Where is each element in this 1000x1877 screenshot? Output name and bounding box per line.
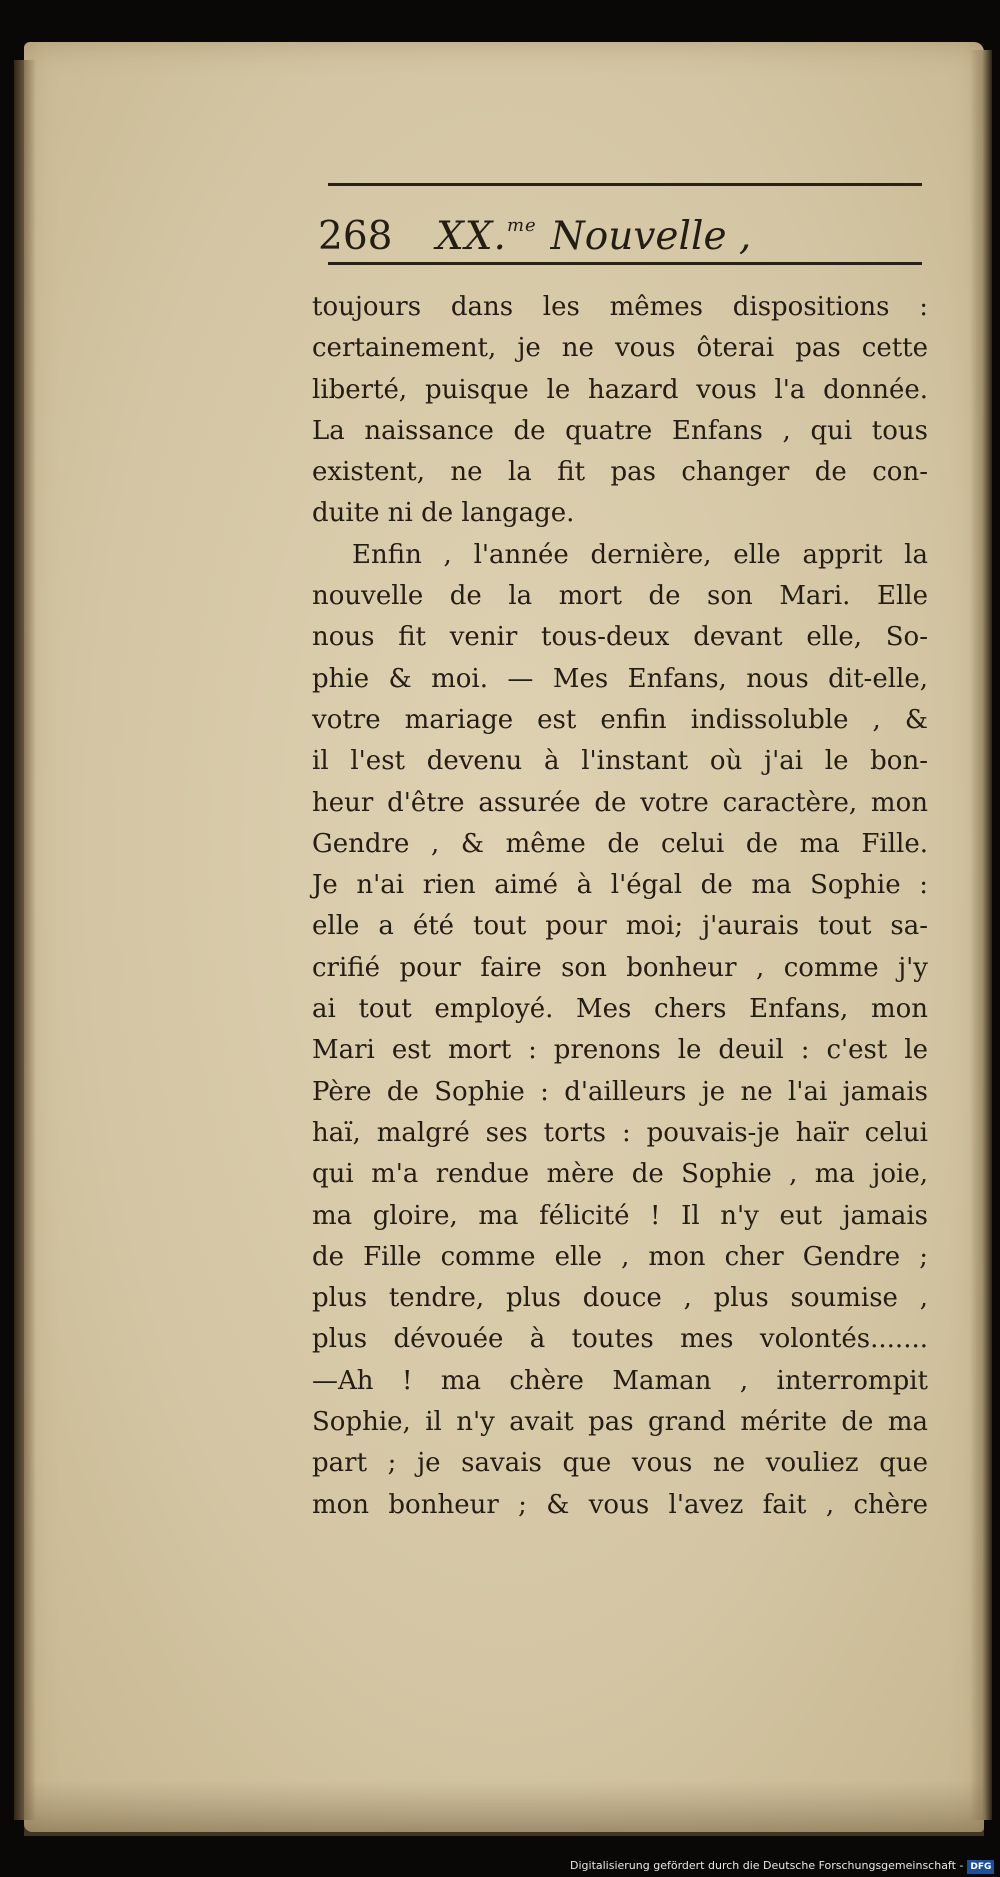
text-line: phie & moi. — Mes Enfans, nous dit-elle, [312,663,928,694]
text-line: mon bonheur ; & vous l'avez fait , chère [312,1489,928,1520]
running-head [318,196,938,259]
text-line: Enfin , l'année dernière, elle apprit la [352,539,928,570]
running-title: Nouvelle , [550,214,752,259]
text-line: ai tout employé. Mes chers Enfans, mon [312,994,928,1025]
text-line: duite ni de langage. [312,498,575,529]
text-line: liberté, puisque le hazard vous l'a donnée. [312,374,928,405]
text-line: Gendre , & même de celui de ma Fille. [312,828,928,859]
text-line: certainement, je ne vous ôterai pas cette [312,333,928,364]
text-line: Père de Sophie : d'ailleurs je ne l'ai jamais [312,1076,928,1107]
digitization-credit [570,1857,990,1875]
text-line: ma gloire, ma félicité ! Il n'y eut jamais [312,1200,928,1231]
text-line: toujours dans les mêmes dispositions : [312,292,928,322]
text-line: plus tendre, plus douce , plus soumise , [312,1283,928,1314]
text-line: il l'est devenu à l'instant où j'ai le bon- [312,746,928,777]
header-rule-bottom [328,262,922,265]
text-line: haï, malgré ses torts : pouvais-je haïr celui [312,1117,928,1148]
chapter-label: XX. [436,214,507,259]
page-edge-right [970,50,992,1820]
text-line: —Ah ! ma chère Maman , interrompit [312,1365,928,1396]
text-line: crifié pour faire son bonheur , comme j'y [312,952,928,983]
text-line: nouvelle de la mort de son Mari. Elle [312,581,928,612]
text-line: heur d'être assurée de votre caractère, mon [312,787,928,818]
text-line: part ; je savais que vous ne vouliez que [312,1448,928,1479]
text-line: existent, ne la fit pas changer de con- [312,457,928,488]
page-edge-left [14,60,36,1820]
text-line: Mari est mort : prenons le deuil : c'est le [312,1035,928,1066]
text-line: votre mariage est enfin indissoluble , & [312,704,928,735]
chapter-number [436,214,551,259]
text-line: Sophie, il n'y avait pas grand mérite de ma [312,1407,928,1438]
text-line: qui m'a rendue mère de Sophie , ma joie, [312,1159,928,1190]
text-line: de Fille comme elle , mon cher Gendre ; [312,1241,928,1272]
credit-text: Digitalisierung gefördert durch die Deutsche Forschungsgemeinschaft - [570,1859,964,1872]
body-text [312,287,928,1526]
chapter-suffix: me [506,215,537,236]
text-line: La naissance de quatre Enfans , qui tous [312,415,928,446]
text-line: Je n'ai rien aimé à l'égal de ma Sophie : [312,870,928,901]
dfg-logo: DFG [967,1860,994,1874]
header-rule-top [328,183,922,186]
text-line: elle a été tout pour moi; j'aurais tout sa- [312,911,928,942]
text-line: nous fit venir tous-deux devant elle, So- [312,622,928,653]
page-bottom-shade [24,1780,984,1836]
page-number: 268 [318,214,393,259]
text-line: plus dévouée à toutes mes volontés....... [312,1324,928,1355]
